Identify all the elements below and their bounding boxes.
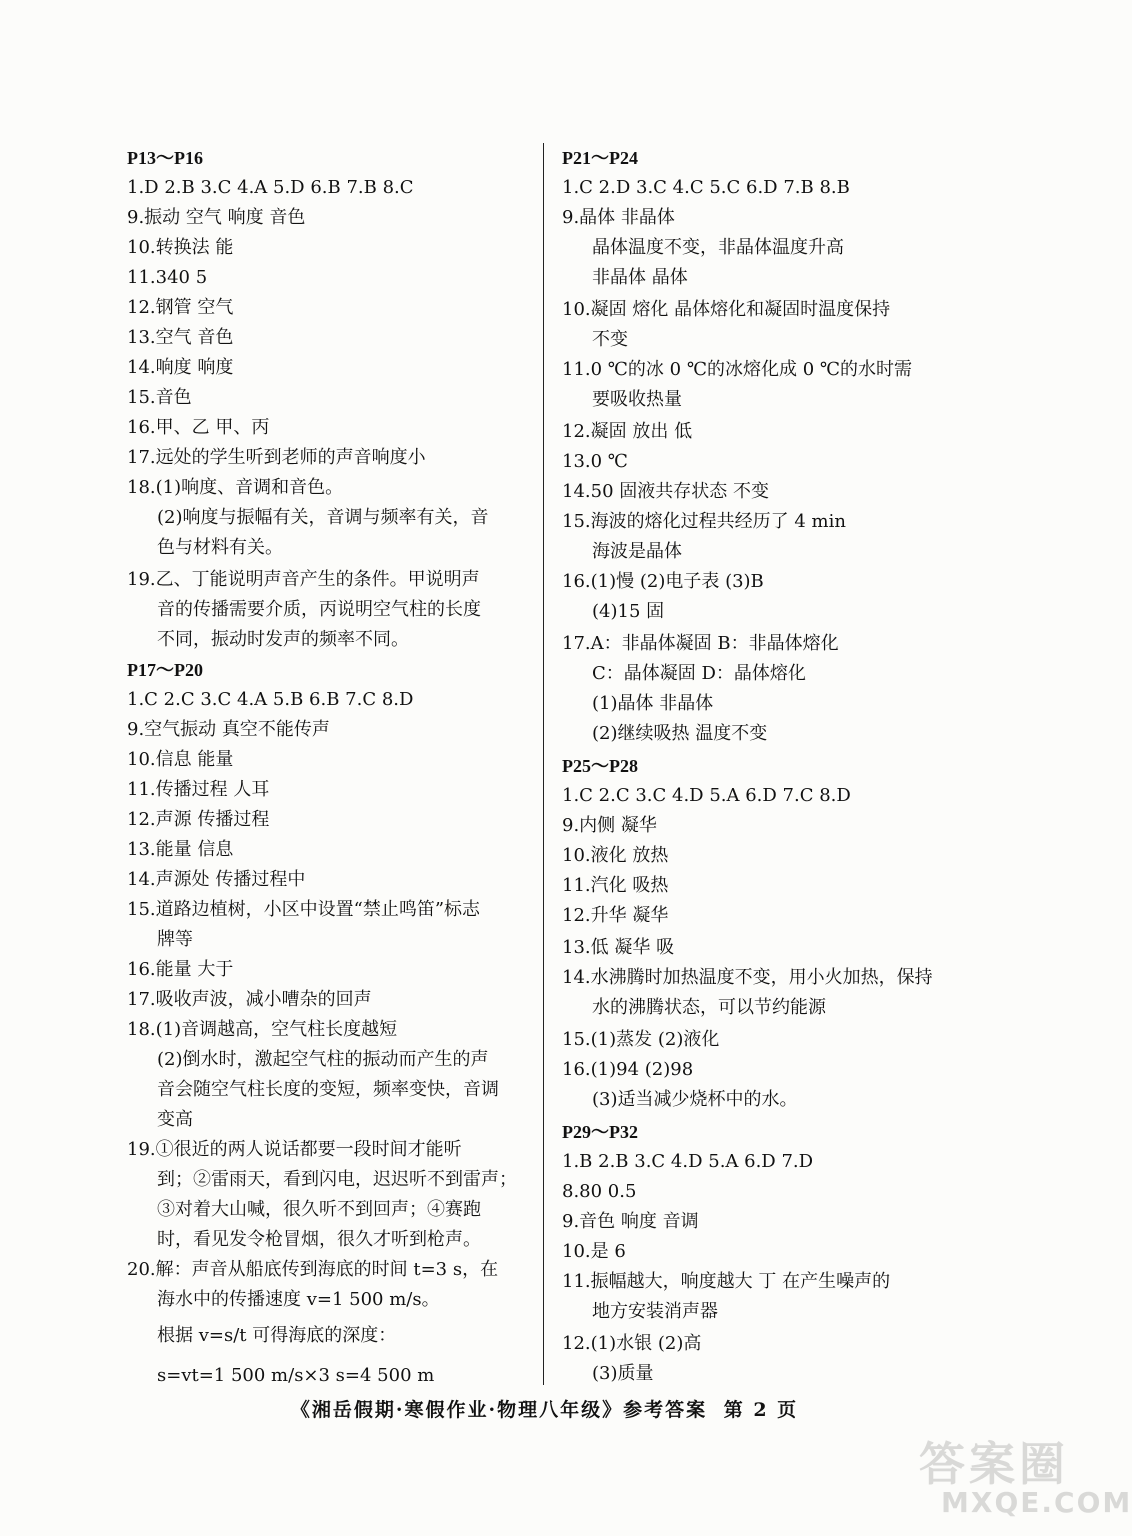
answer-line: 11.振幅越大，响度越大 丁 在产生噪声的 (562, 1271, 891, 1292)
section-heading: P13～P16 (127, 148, 203, 168)
answer-line: 19.①很近的两人说话都要一段时间才能听 (127, 1139, 462, 1160)
watermark-main: 答案圈 (919, 1437, 1069, 1491)
answer-line: 9.内侧 凝华 (562, 815, 657, 836)
answer-line: 11.0 ℃的冰 0 ℃的冰熔化成 0 ℃的水时需 (562, 359, 912, 380)
answer-line: 11.340 5 (127, 267, 208, 288)
answer-line: (3)适当减少烧杯中的水。 (592, 1089, 798, 1110)
footer-book-title: 《湘岳假期·寒假作业·物理八年级》参考答案 (290, 1399, 708, 1421)
answer-line: 晶体温度不变，非晶体温度升高 (592, 237, 844, 258)
answer-line: 要吸收热量 (592, 389, 682, 410)
footer-page-number: 第 2 页 (723, 1399, 799, 1421)
answer-line: 12.(1)水银 (2)高 (562, 1333, 702, 1354)
answer-line: 1.C 2.C 3.C 4.A 5.B 6.B 7.C 8.D (127, 689, 414, 710)
answer-line: 18.(1)音调越高，空气柱长度越短 (127, 1019, 398, 1040)
answer-line: 地方安装消声器 (592, 1301, 718, 1322)
answer-line: 9.音色 响度 音调 (562, 1211, 699, 1232)
answer-line: 13.能量 信息 (127, 839, 234, 860)
answer-line: 15.音色 (127, 387, 192, 408)
column-divider (543, 143, 544, 1385)
answer-line: 到；②雷雨天，看到闪电，迟迟听不到雷声； (157, 1169, 517, 1190)
answer-line: 16.甲、乙 甲、丙 (127, 417, 270, 438)
answer-line: 11.传播过程 人耳 (127, 779, 270, 800)
answer-line: 1.B 2.B 3.C 4.D 5.A 6.D 7.D (562, 1151, 814, 1172)
answer-line: (2)继续吸热 温度不变 (592, 723, 768, 744)
answer-line: 15.海波的熔化过程共经历了 4 min (562, 511, 846, 532)
answer-line: 不同，振动时发声的频率不同。 (157, 629, 409, 650)
answer-line: 牌等 (157, 929, 193, 950)
answer-line: C：晶体凝固 D：晶体熔化 (592, 663, 806, 684)
answer-line: 根据 v=s/t 可得海底的深度： (157, 1325, 397, 1346)
answer-line: 11.汽化 吸热 (562, 875, 669, 896)
answer-line: 1.C 2.D 3.C 4.C 5.C 6.D 7.B 8.B (562, 177, 850, 198)
answer-line: 12.声源 传播过程 (127, 809, 270, 830)
answer-line: 水的沸腾状态，可以节约能源 (592, 997, 826, 1018)
answer-line: 10.是 6 (562, 1241, 626, 1262)
answer-line: 15.道路边植树，小区中设置“禁止鸣笛”标志 (127, 899, 481, 920)
answer-line: (2)响度与振幅有关，音调与频率有关，音 (157, 507, 489, 528)
answer-line: 14.水沸腾时加热温度不变，用小火加热，保持 (562, 967, 933, 988)
answer-line: 9.振动 空气 响度 音色 (127, 207, 306, 228)
answer-line: 10.凝固 熔化 晶体熔化和凝固时温度保持 (562, 299, 891, 320)
answer-line: 13.低 凝华 吸 (562, 937, 675, 958)
answer-line: 14.响度 响度 (127, 357, 234, 378)
answer-line: 色与材料有关。 (157, 537, 283, 558)
answer-line: ③对着大山喊，很久听不到回声；④赛跑 (157, 1199, 481, 1220)
answer-line: 音的传播需要介质，丙说明空气柱的长度 (157, 599, 481, 620)
answer-line: 13.0 ℃ (562, 451, 628, 472)
answer-line: 变高 (157, 1109, 193, 1130)
answer-line: 不变 (592, 329, 628, 350)
answer-line: 12.凝固 放出 低 (562, 421, 693, 442)
section-heading: P21～P24 (562, 148, 638, 168)
answer-line: 17.远处的学生听到老师的声音响度小 (127, 447, 426, 468)
answer-line: 18.(1)响度、音调和音色。 (127, 477, 344, 498)
answer-line: 14.声源处 传播过程中 (127, 869, 306, 890)
answer-line: 17.A：非晶体凝固 B：非晶体熔化 (562, 633, 839, 654)
answer-line: 9.空气振动 真空不能传声 (127, 719, 330, 740)
answer-line: 17.吸收声波，减小嘈杂的回声 (127, 989, 372, 1010)
answer-line: 海水中的传播速度 v=1 500 m/s。 (157, 1289, 440, 1310)
answer-line: 1.C 2.C 3.C 4.D 5.A 6.D 7.C 8.D (562, 785, 851, 806)
answer-line: 12.钢管 空气 (127, 297, 234, 318)
answer-line: 时，看见发令枪冒烟，很久才听到枪声。 (157, 1229, 481, 1250)
answer-line: 14.50 固液共存状态 不变 (562, 481, 769, 502)
answer-line: 10.液化 放热 (562, 845, 669, 866)
answer-line: 19.乙、丁能说明声音产生的条件。甲说明声 (127, 569, 480, 590)
answer-line: (2)倒水时，激起空气柱的振动而产生的声 (157, 1049, 489, 1070)
page-footer (0, 1395, 1089, 1422)
answer-line: 9.晶体 非晶体 (562, 207, 675, 228)
answer-line: 1.D 2.B 3.C 4.A 5.D 6.B 7.B 8.C (127, 177, 414, 198)
answer-line: (1)晶体 非晶体 (592, 693, 714, 714)
answer-line: 15.(1)蒸发 (2)液化 (562, 1029, 720, 1050)
section-heading: P17～P20 (127, 660, 203, 680)
answer-line: 16.(1)慢 (2)电子表 (3)B (562, 571, 764, 592)
answer-line: (3)质量 (592, 1363, 654, 1384)
answer-line: 12.升华 凝华 (562, 905, 669, 926)
answer-line: 10.信息 能量 (127, 749, 234, 770)
answer-line: 16.能量 大于 (127, 959, 234, 980)
answer-line: (4)15 固 (592, 601, 665, 622)
answer-line: 海波是晶体 (592, 541, 682, 562)
answer-line: 非晶体 晶体 (592, 267, 688, 288)
section-heading: P29～P32 (562, 1122, 638, 1142)
answer-line: 16.(1)94 (2)98 (562, 1059, 694, 1080)
answer-line: 8.80 0.5 (562, 1181, 637, 1202)
answer-line: 音会随空气柱长度的变短，频率变快，音调 (157, 1079, 499, 1100)
watermark-sub: MXQE.COM (941, 1486, 1132, 1519)
answer-line: 10.转换法 能 (127, 237, 234, 258)
answer-line: 13.空气 音色 (127, 327, 234, 348)
answer-line: 20.解：声音从船底传到海底的时间 t=3 s，在 (127, 1259, 499, 1280)
section-heading: P25～P28 (562, 756, 638, 776)
answer-line: s=vt=1 500 m/s×3 s=4 500 m (157, 1365, 435, 1386)
watermark-logo (899, 1428, 1132, 1528)
